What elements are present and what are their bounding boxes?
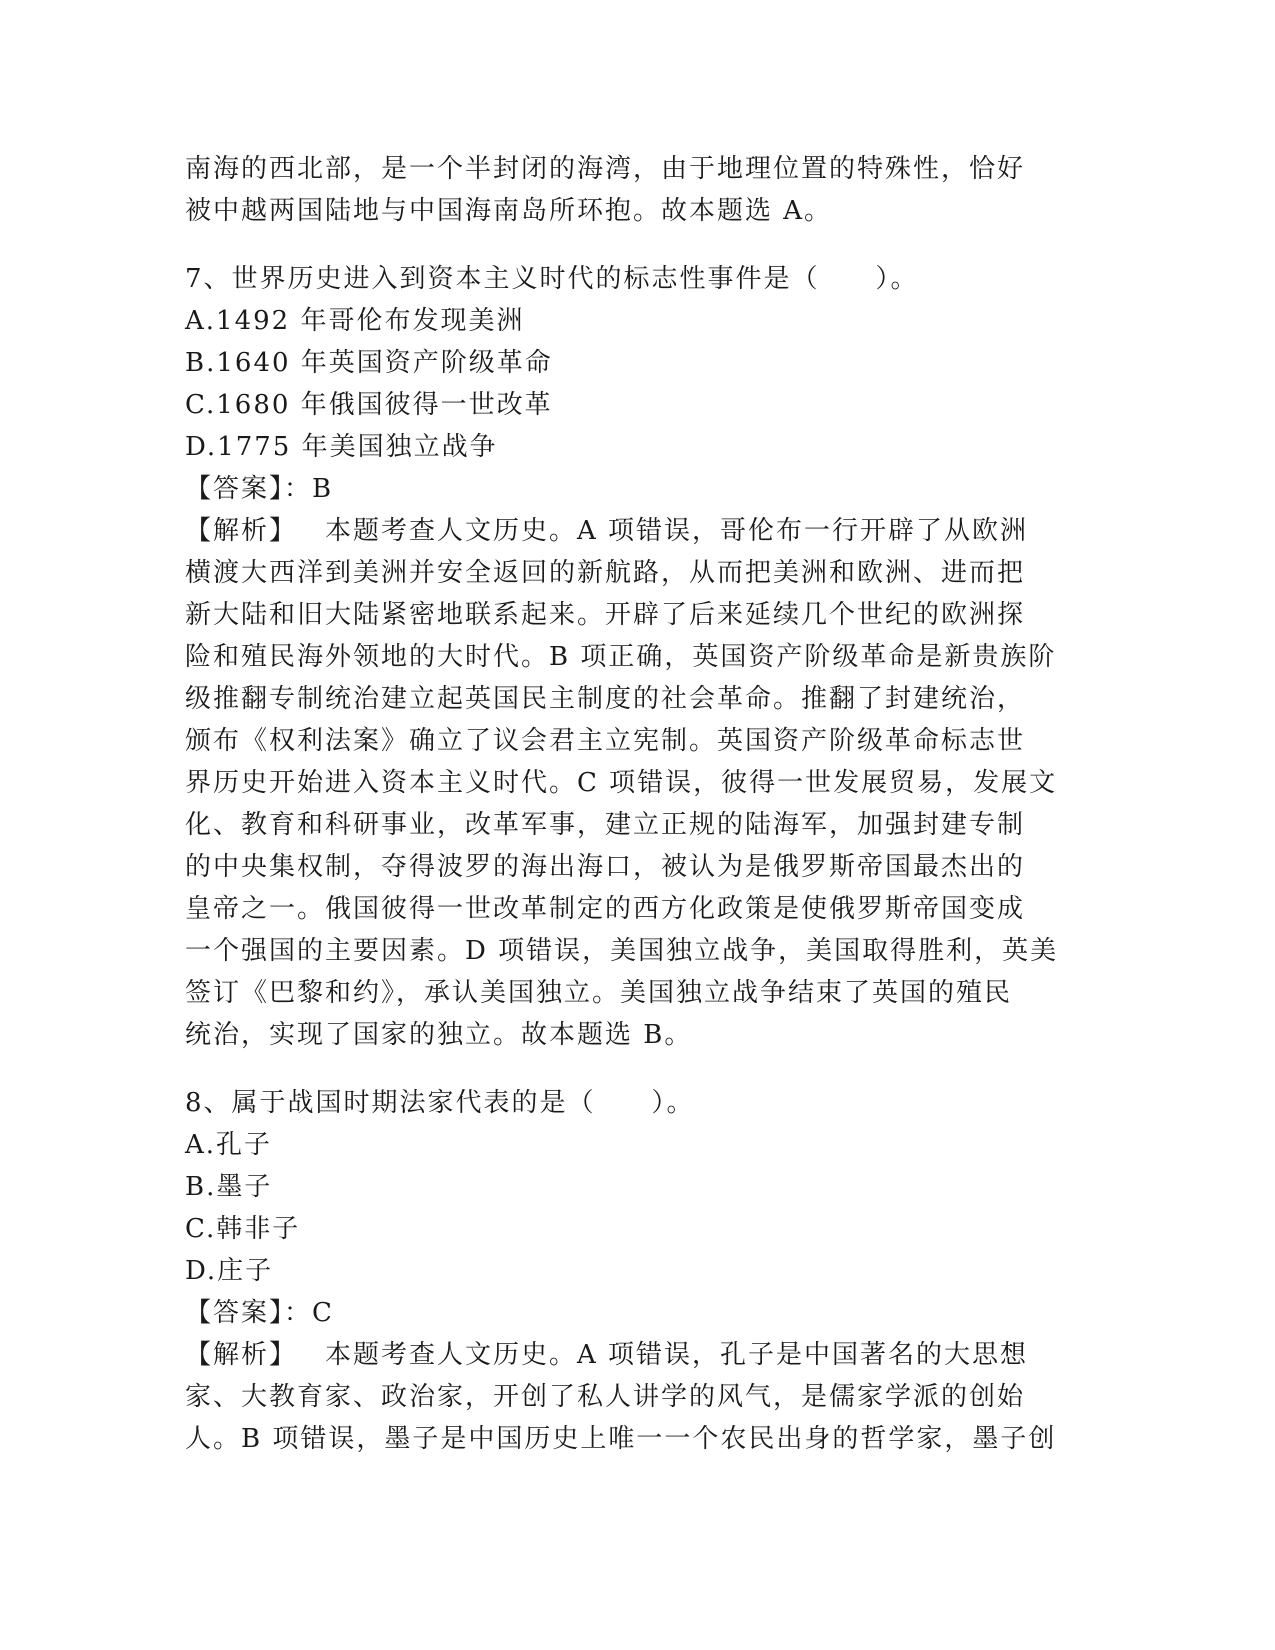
analysis-first-line [185,1334,1085,1376]
option-d: D.庄子 [185,1256,274,1286]
analysis-line: 新大陆和旧大陆紧密地联系起来。开辟了后来延续几个世纪的欧洲探 [185,600,1026,630]
analysis-line: 皇帝之一。俄国彼得一世改革制定的西方化政策是使俄罗斯帝国变成 [185,894,1026,924]
answer-line [185,468,1085,510]
previous-analysis-continuation [185,148,1085,232]
question-text: 8、属于战国时期法家代表的是（ ）。 [185,1088,695,1118]
answer-label: 【答案】： [185,474,313,504]
analysis-text: 本题考查人文历史。A 项错误，哥伦布一行开辟了从欧洲 [325,516,1029,546]
option-c: C.1680 年俄国彼得一世改革 [185,390,553,420]
analysis-line: 级推翻专制统治建立起英国民主制度的社会革命。推翻了封建统治， [185,684,1026,714]
answer-value: C [312,1298,334,1328]
question-7 [185,258,1085,1056]
analysis-line: 颁布《权利法案》确立了议会君主立宪制。英国资产阶级革命标志世 [185,726,1026,756]
analysis-label: 【解析】 [185,1340,298,1370]
option-b: B.1640 年英国资产阶级革命 [185,348,553,378]
analysis-line: 横渡大西洋到美洲并安全返回的新航路，从而把美洲和欧洲、进而把 [185,558,1026,588]
analysis-line: 人。B 项错误，墨子是中国历史上唯一一个农民出身的哲学家，墨子创 [185,1424,1057,1454]
answer-label: 【答案】： [185,1298,313,1328]
question-8 [185,1082,1085,1460]
question-text: 7、世界历史进入到资本主义时代的标志性事件是（ ）。 [185,264,919,294]
option-d: D.1775 年美国独立战争 [185,432,498,462]
analysis-first-line [185,510,1085,552]
option-a: A.1492 年哥伦布发现美洲 [185,306,525,336]
option-b: B.墨子 [185,1172,273,1202]
analysis-line: 一个强国的主要因素。D 项错误，美国独立战争，美国取得胜利，英美 [185,936,1059,966]
analysis-label: 【解析】 [185,516,298,546]
option-a: A.孔子 [185,1130,273,1160]
text-line: 南海的西北部，是一个半封闭的海湾，由于地理位置的特殊性，恰好 [185,154,1026,184]
analysis-line: 险和殖民海外领地的大时代。B 项正确，英国资产阶级革命是新贵族阶 [185,642,1057,672]
answer-line [185,1292,1085,1334]
analysis-line: 签订《巴黎和约》，承认美国独立。美国独立战争结束了英国的殖民 [185,978,1013,1008]
option-c: C.韩非子 [185,1214,301,1244]
analysis-line: 界历史开始进入资本主义时代。C 项错误，彼得一世发展贸易，发展文 [185,768,1058,798]
analysis-line: 化、教育和科研事业，改革军事，建立正规的陆海军，加强封建专制 [185,810,1026,840]
analysis-line: 家、大教育家、政治家，开创了私人讲学的风气，是儒家学派的创始 [185,1382,1026,1412]
text-line: 被中越两国陆地与中国海南岛所环抱。故本题选 A。 [185,196,833,226]
analysis-line: 的中央集权制，夺得波罗的海出海口，被认为是俄罗斯帝国最杰出的 [185,852,1026,882]
analysis-line: 统治，实现了国家的独立。故本题选 B。 [185,1020,693,1050]
analysis-text: 本题考查人文历史。A 项错误，孔子是中国著名的大思想 [325,1340,1029,1370]
answer-value: B [312,474,334,504]
document-body [185,148,1085,1460]
